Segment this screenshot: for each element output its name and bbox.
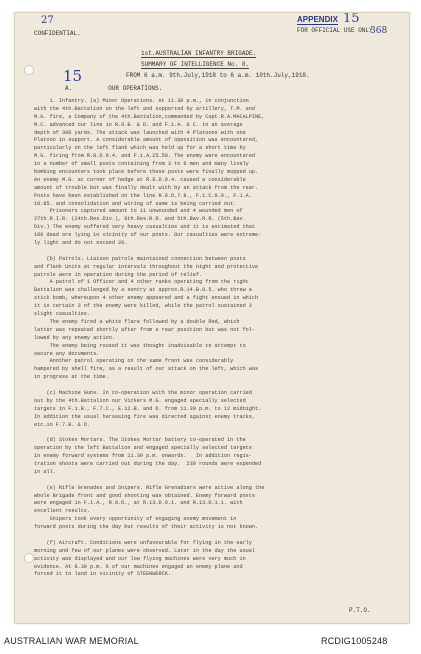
text-line: (d) Stokes Mortars. The Stokes Mortar battery co-operated in the xyxy=(34,437,246,444)
text-line: Posts have been established on the line R.8.D.7.8., F.1.C.9.9., F.1.A. xyxy=(34,192,252,199)
text-line: forward posts during the day but results of their activity is not known. xyxy=(34,524,259,531)
text-line: M.G. firing from R.8.D.9.4. and F.1.A.25.50. The enemy were encountered xyxy=(34,153,256,160)
text-line: ly light and do not exceed 20. xyxy=(34,240,128,247)
text-line: slight casualties. xyxy=(34,311,91,318)
text-line: stick bomb, whereupon 4 other enemy appeared and a fight ensued in which xyxy=(34,295,259,302)
punch-hole xyxy=(24,553,34,563)
text-line: activity was displayed and our low flying machines were very much in xyxy=(34,555,246,562)
text-line: Snipers took every opportunity of engaging enemy movement in xyxy=(34,516,237,523)
text-line: In addition the usual harassing fire was directed against enemy tracks, xyxy=(34,413,256,420)
text-line xyxy=(34,477,264,485)
text-line: secure any documents. xyxy=(34,350,100,357)
text-line: patrols were in operation during the period of relief. xyxy=(34,271,203,278)
text-line: targets in F.1.B., F.7.C., E.12.B. and D. from 11.30 p.m. to 12 midnight. xyxy=(34,405,262,412)
text-line: forced it to land in vicinity of STEENWERCK. xyxy=(34,571,171,578)
text-line: excellent results. xyxy=(34,508,91,515)
text-line: lowed by any enemy action. xyxy=(34,334,115,341)
text-line: A patrol of 1 Officer and 4 other ranks operating from the right xyxy=(34,279,249,286)
text-line: bombing encounters took place before these posts were finally mopped up. xyxy=(34,169,259,176)
pto-note: P.T.O. xyxy=(349,607,371,614)
archive-reference: RCDIG1005248 xyxy=(321,636,388,646)
text-line: An enemy M.G. at corner of hedge at R.8.D.9.4. caused a considerable xyxy=(34,176,246,183)
document-subtitle: SUMMARY OF INTELLIGENCE No. 8. xyxy=(141,61,250,68)
text-line: 27th.R.I.R. (24th.Res.Div.), 8th.Res.R.R. and 5th.Bav.R.R. (5th.Bav. xyxy=(34,216,246,223)
text-line: evidence. At 8.30 p.m. 6 of our machines engaged an enemy plane and xyxy=(34,563,243,570)
text-line: in progress at the time. xyxy=(34,374,109,381)
text-line: (c) Machine Guns. In co-operation with the minor operation carried xyxy=(34,389,252,396)
handwritten-appendix-number: 15 xyxy=(343,12,360,26)
date-range: FROM 6 a.m. 9th.July,1918 to 6 a.m. 10th.July,1918. xyxy=(126,72,310,79)
handwritten-margin-number: 15 xyxy=(63,67,83,85)
text-line: 1. Infantry. (a) Minor Operations. At 11.30 p.m., in conjunction xyxy=(34,98,249,104)
text-line: M.G. fire, a Company of the 4th.Battalion,commanded by Capt.R.A.MACALPINE, xyxy=(34,113,265,120)
text-line: M.C. advanced our line in R.8.B. & D. and F.1.A. & C. to an average xyxy=(34,121,243,128)
text-line: particularly on the left flank which was held up for a short time by xyxy=(34,145,246,152)
text-line xyxy=(34,429,264,437)
text-line: Prisoners captured amount to 11 unwounded and 4 wounded men of xyxy=(34,208,243,215)
punch-hole xyxy=(24,65,34,75)
text-line: latter was repeated shortly after from a rear position but was not fol- xyxy=(34,326,256,333)
appendix-stamp: APPENDIX xyxy=(297,15,338,24)
text-line: (b) Patrols. Liaison patrols maintained connection between posts xyxy=(34,255,246,262)
text-line: (f) Aircraft. Conditions were unfavourable for flying in the early xyxy=(34,539,252,546)
text-line: in a number of small posts containing from 3 to 6 men and many lively xyxy=(34,161,249,168)
text-line: in enemy forward systems from 11.30 p.m. onwards. In addition regis- xyxy=(34,453,252,460)
text-line: The enemy fired a white flare followed by a double Red, which xyxy=(34,318,240,325)
official-use-label: FOR OFFICIAL USE ONLY. xyxy=(297,27,377,34)
text-line: in all. xyxy=(34,468,56,475)
text-line: etc.in F.7.B. & D. xyxy=(34,421,91,428)
document-title: 1st.AUSTRALIAN INFANTRY BRIGADE. xyxy=(141,50,257,57)
confidential-label: CONFIDENTIAL. xyxy=(34,30,81,37)
document-page xyxy=(14,12,410,624)
text-line: amount of trouble but was finally dealt with by an attack from the rear. xyxy=(34,184,259,191)
text-line: operation by the left Battalion and engaged specially selected targets xyxy=(34,445,252,452)
handwritten-page-number: 368 xyxy=(370,26,388,36)
archive-name: AUSTRALIAN WAR MEMORIAL xyxy=(4,636,139,646)
text-line: The enemy being roused it was thought inadvisable to attempt to xyxy=(34,342,246,349)
text-line: Div.) The enemy suffered very heavy casualties and it is estimated that xyxy=(34,224,256,231)
text-line: tration shoots were carried out during the day. 230 rounds were expended xyxy=(34,460,262,467)
text-line: 100 dead are lying in vicinity of our posts. Our casualties were extreme- xyxy=(34,232,262,239)
text-line: depth of 300 yards. The attack was launched with 4 Platoons with one xyxy=(34,129,246,136)
text-line: were engaged in F.1.A., R.8.D., at R.13.D.9.1. and R.13.D.1.1. with xyxy=(34,500,243,507)
text-line xyxy=(34,382,264,390)
archive-footer xyxy=(0,630,421,654)
text-line xyxy=(34,248,264,256)
body-text xyxy=(34,98,264,579)
text-line: 10.85. and consolidation and wiring of same is being carried out. xyxy=(34,200,237,207)
text-line: morning and few of our planes were observed. Later in the day the usual xyxy=(34,547,256,554)
text-line: out by the 4th.Battalion our Vickers M.G. engaged specially selected xyxy=(34,397,246,404)
section-heading: A. OUR OPERATIONS. xyxy=(65,85,163,92)
text-line: Platoon in support. A considerable amount of opposition was encountered, xyxy=(34,137,259,144)
text-line: hampered by shell fire, as a result of our attack on the left, which was xyxy=(34,366,259,373)
text-line: Another patrol operating on the same front was considerably xyxy=(34,358,234,365)
text-line: Battalion was challenged by a sentry at approx.R.14.B.0.5. who threw a xyxy=(34,287,252,294)
text-line: whole Brigade front and good shooting was obtained. Enemy forward posts xyxy=(34,492,256,499)
text-line xyxy=(34,532,264,540)
text-line: and flank Units at regular intervals throughout the night and protective xyxy=(34,263,259,270)
text-line: with the 4th.Battalion on the left and supported by artillery, T.M. and xyxy=(34,105,256,112)
text-line: it is certain 3 of the enemy were killed, while the patrol sustained 3 xyxy=(34,303,252,310)
handwritten-corner-number: 27 xyxy=(41,15,54,26)
text-line: (e) Rifle Grenades and Snipers. Rifle Grenadiers were active along the xyxy=(34,484,265,491)
